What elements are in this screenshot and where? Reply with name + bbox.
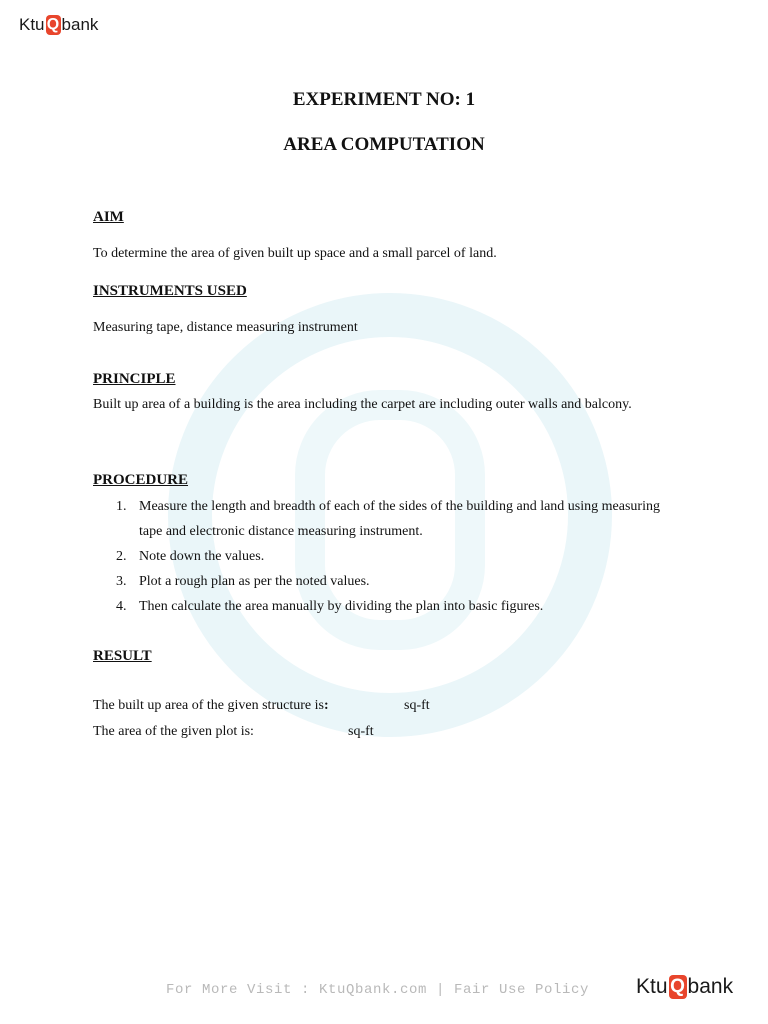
experiment-subtitle: AREA COMPUTATION [283, 134, 485, 155]
aim-heading: AIM [93, 209, 124, 225]
logo-prefix: Ktu [636, 975, 668, 998]
result-heading: RESULT [93, 648, 152, 664]
principle-heading: PRINCIPLE [93, 371, 176, 387]
logo-q-icon: Q [670, 976, 685, 997]
experiment-title: EXPERIMENT NO: 1 [292, 89, 476, 110]
logo-prefix: Ktu [19, 15, 45, 34]
brand-logo-top [19, 15, 98, 35]
list-item: 1. Measure the length and breadth of each of the sides of the building and land using measuring tape and electronic distance measuring instrument. [116, 499, 660, 539]
list-item: 2. Note down the values. [116, 549, 265, 564]
result-plot-row [93, 724, 493, 740]
list-item: 3. Plot a rough plan as per the noted values. [116, 574, 370, 589]
logo-suffix: bank [61, 15, 99, 34]
result-built-up-row [93, 698, 493, 714]
result-built-up-label: The built up area of the given structure is [93, 698, 324, 713]
footer-link-text[interactable]: For More Visit : KtuQbank.com | Fair Use Policy [166, 982, 590, 998]
logo-suffix: bank [687, 975, 734, 998]
result-built-up-unit: sq-ft [404, 698, 430, 713]
instruments-text: Measuring tape, distance measuring instrument [93, 320, 358, 335]
instruments-heading: INSTRUMENTS USED [93, 283, 247, 299]
brand-logo-bottom [636, 975, 733, 999]
aim-text: To determine the area of given built up space and a small parcel of land. [93, 246, 497, 261]
result-built-up-colon: : [323, 698, 329, 713]
logo-q-icon: Q [46, 16, 60, 33]
list-item: 4. Then calculate the area manually by dividing the plan into basic figures. [116, 599, 544, 614]
result-plot-label: The area of the given plot is: [93, 724, 254, 739]
principle-text: Built up area of a building is the area including the carpet are including outer walls and balcony. [93, 397, 632, 412]
result-plot-unit: sq-ft [348, 724, 374, 739]
procedure-list [113, 494, 669, 619]
procedure-heading: PROCEDURE [93, 472, 189, 488]
